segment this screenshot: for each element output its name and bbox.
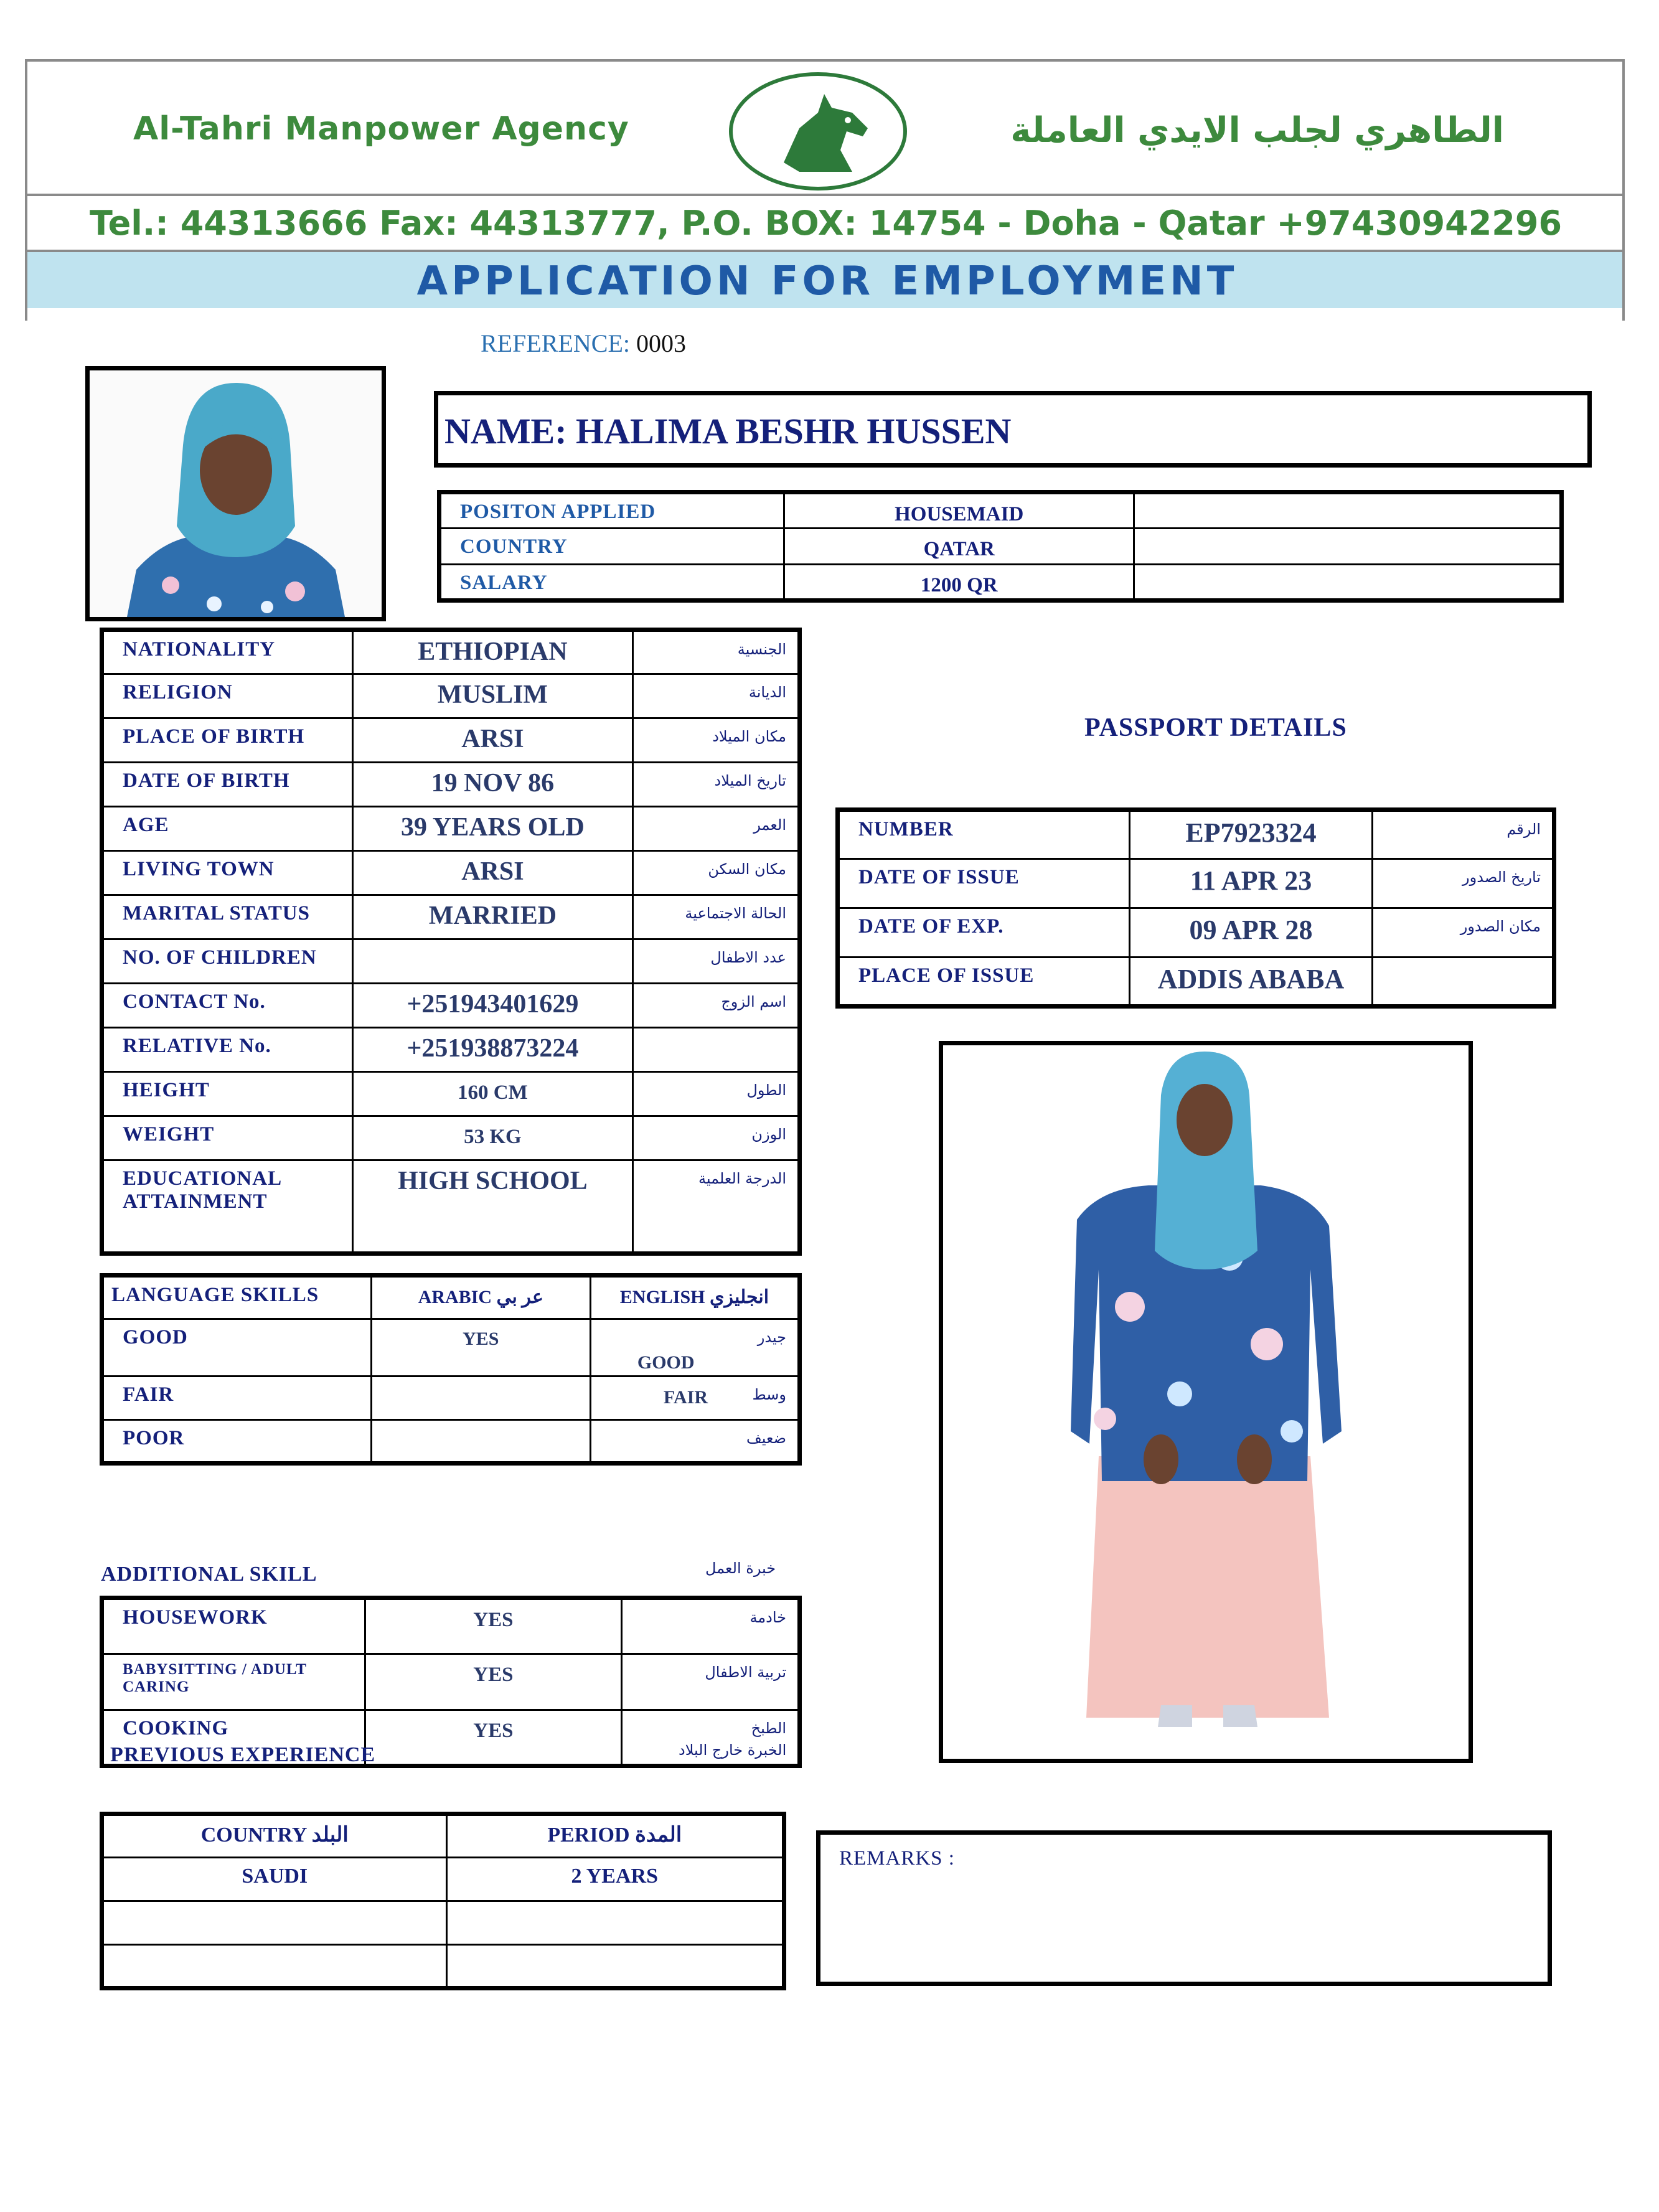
table-header-row	[102, 1814, 784, 1858]
living-town-value: ARSI	[352, 851, 633, 895]
experience-period	[446, 1901, 784, 1945]
table-header-row	[102, 1276, 800, 1319]
table-row	[102, 1654, 800, 1710]
babysitting-value: YES	[365, 1654, 622, 1710]
housework-value: YES	[365, 1598, 622, 1654]
education-label: EDUCATIONAL ATTAINMENT	[102, 1160, 353, 1254]
table-row	[102, 984, 800, 1028]
table-row	[102, 763, 800, 807]
cooking-label-ar: الطبخ	[622, 1710, 800, 1766]
babysitting-label: BABYSITTING / ADULT CARING	[102, 1654, 365, 1710]
issue-date-label-ar: تاريخ الصدور	[1373, 859, 1554, 908]
date-of-birth-label: DATE OF BIRTH	[102, 763, 353, 807]
position-table	[437, 490, 1564, 603]
full-body-image	[943, 1045, 1469, 1759]
contact-bar	[25, 196, 1625, 252]
arabic-poor-value	[371, 1420, 590, 1464]
housework-label: HOUSEWORK	[102, 1598, 365, 1654]
country-value: QATAR	[784, 529, 1134, 565]
fair-label-ar: وسط	[752, 1386, 786, 1403]
housework-label-ar: خادمة	[622, 1598, 800, 1654]
country-label: COUNTRY	[439, 529, 784, 565]
salary-label: SALARY	[439, 565, 784, 601]
expiry-date-label-ar: مكان الصدور	[1373, 908, 1554, 958]
reference-label: REFERENCE	[481, 329, 623, 357]
passport-details-title: PASSPORT DETAILS	[1084, 713, 1347, 742]
banner-bottom-edge	[25, 308, 1625, 321]
height-label: HEIGHT	[102, 1072, 353, 1116]
issue-date-label: DATE OF ISSUE	[838, 859, 1130, 908]
experience-period	[446, 1945, 784, 1988]
children-label: NO. OF CHILDREN	[102, 939, 353, 984]
previous-experience-title-ar: الخبرة خارج البلاد	[679, 1741, 787, 1759]
table-row	[102, 1598, 800, 1654]
relative-value: +251938873224	[352, 1028, 633, 1072]
table-row	[102, 630, 800, 674]
applicant-full-body-photo	[939, 1041, 1473, 1763]
nationality-label: NATIONALITY	[102, 630, 353, 674]
age-label: AGE	[102, 807, 353, 851]
english-fair-cell	[590, 1377, 799, 1420]
table-row	[439, 529, 1562, 565]
position-label: POSITON APPLIED	[439, 492, 784, 529]
experience-country	[102, 1945, 447, 1988]
place-of-birth-label-ar: مكان الميلاد	[633, 718, 800, 763]
living-town-label: LIVING TOWN	[102, 851, 353, 895]
living-town-label-ar: مكان السكن	[633, 851, 800, 895]
table-row	[102, 674, 800, 718]
arabic-fair-value	[371, 1377, 590, 1420]
header-banner	[25, 59, 1625, 321]
table-row	[102, 1377, 800, 1420]
cooking-label: COOKING	[102, 1710, 365, 1766]
applicant-name: NAME: HALIMA BESHR HUSSEN	[444, 411, 1012, 451]
previous-experience-table	[100, 1812, 786, 1990]
empty-cell	[1134, 565, 1562, 601]
passport-number-label: NUMBER	[838, 810, 1130, 859]
table-row	[102, 1072, 800, 1116]
experience-country	[102, 1901, 447, 1945]
place-of-issue-label: PLACE OF ISSUE	[838, 958, 1130, 1007]
date-of-birth-value: 19 NOV 86	[352, 763, 633, 807]
previous-experience-title: PREVIOUS EXPERIENCE	[110, 1743, 376, 1766]
table-row	[102, 1901, 784, 1945]
marital-status-value: MARRIED	[352, 895, 633, 939]
remarks-box	[816, 1830, 1552, 1986]
portrait-image	[90, 370, 382, 617]
place-of-issue-value: ADDIS ABABA	[1129, 958, 1372, 1007]
passport-number-value: EP7923324	[1129, 810, 1372, 859]
table-row	[838, 908, 1554, 958]
additional-skill-title-ar: خبرة العمل	[705, 1560, 776, 1577]
place-of-birth-label: PLACE OF BIRTH	[102, 718, 353, 763]
weight-label-ar: الوزن	[633, 1116, 800, 1160]
height-label-ar: الطول	[633, 1072, 800, 1116]
period-column-header: PERIOD المدة	[446, 1814, 784, 1858]
date-of-birth-label-ar: تاريخ الميلاد	[633, 763, 800, 807]
expiry-date-label: DATE OF EXP.	[838, 908, 1130, 958]
english-good-value: GOOD	[637, 1352, 695, 1373]
personal-details-table	[100, 628, 802, 1256]
education-label-ar: الدرجة العلمية	[633, 1160, 800, 1254]
contact-label-ar: اسم الزوج	[633, 984, 800, 1028]
empty-cell	[1134, 492, 1562, 529]
name-box	[434, 391, 1592, 468]
place-of-issue-label-ar	[1373, 958, 1554, 1007]
marital-status-label: MARITAL STATUS	[102, 895, 353, 939]
contact-value: +251943401629	[352, 984, 633, 1028]
english-column-header: ENGLISH انجليزي	[590, 1276, 799, 1319]
agency-name-en: Al-Tahri Manpower Agency	[133, 110, 629, 148]
place-of-birth-value: ARSI	[352, 718, 633, 763]
language-skills-table	[100, 1273, 802, 1466]
table-row	[102, 1116, 800, 1160]
horse-head-logo-icon	[725, 69, 911, 194]
country-column-header: COUNTRY البلد	[102, 1814, 447, 1858]
religion-label-ar: الديانة	[633, 674, 800, 718]
weight-label: WEIGHT	[102, 1116, 353, 1160]
table-row	[838, 859, 1554, 908]
relative-label-ar	[633, 1028, 800, 1072]
children-label-ar: عدد الاطفال	[633, 939, 800, 984]
table-row	[102, 851, 800, 895]
reference-value: 0003	[636, 329, 687, 357]
table-row	[102, 1945, 784, 1988]
salary-value: 1200 QR	[784, 565, 1134, 601]
poor-label-ar: ضعيف	[590, 1420, 799, 1464]
weight-value: 53 KG	[352, 1116, 633, 1160]
table-row	[102, 807, 800, 851]
issue-date-value: 11 APR 23	[1129, 859, 1372, 908]
expiry-date-value: 09 APR 28	[1129, 908, 1372, 958]
remarks-label: REMARKS :	[839, 1847, 955, 1870]
banner-top	[25, 59, 1625, 196]
poor-label: POOR	[102, 1420, 372, 1464]
good-label: GOOD	[102, 1319, 372, 1377]
height-value: 160 CM	[352, 1072, 633, 1116]
babysitting-label-ar: تربية الاطفال	[622, 1654, 800, 1710]
empty-cell	[1134, 529, 1562, 565]
age-value: 39 YEARS OLD	[352, 807, 633, 851]
english-fair-value: FAIR	[663, 1387, 708, 1408]
table-row	[102, 1160, 800, 1254]
age-label-ar: العمر	[633, 807, 800, 851]
table-row	[439, 492, 1562, 529]
passport-table	[835, 807, 1556, 1009]
reference-line: REFERENCE: 0003	[481, 329, 687, 357]
title-stripe	[25, 252, 1625, 308]
applicant-portrait-photo	[85, 366, 386, 621]
contact-line: Tel.: 44313666 Fax: 44313777, P.O. BOX: 14754 - Doha - Qatar +97430942296	[90, 204, 1563, 243]
experience-country: SAUDI	[102, 1858, 447, 1901]
language-skills-label: LANGUAGE SKILLS	[102, 1276, 372, 1319]
good-label-ar: جيدر	[757, 1329, 786, 1346]
table-row	[102, 718, 800, 763]
experience-period: 2 YEARS	[446, 1858, 784, 1901]
marital-status-label-ar: الحالة الاجتماعية	[633, 895, 800, 939]
passport-number-label-ar: الرقم	[1373, 810, 1554, 859]
additional-skill-title: ADDITIONAL SKILL	[101, 1563, 317, 1586]
table-row	[102, 1028, 800, 1072]
agency-name-ar: الطاهري لجلب الايدي العاملة	[1010, 110, 1504, 151]
table-row	[439, 565, 1562, 601]
table-row	[102, 895, 800, 939]
table-row	[838, 958, 1554, 1007]
relative-label: RELATIVE No.	[102, 1028, 353, 1072]
contact-label: CONTACT No.	[102, 984, 353, 1028]
nationality-value: ETHIOPIAN	[352, 630, 633, 674]
form-title: APPLICATION FOR EMPLOYMENT	[416, 258, 1238, 304]
table-row	[102, 939, 800, 984]
table-row	[102, 1420, 800, 1464]
english-good-cell	[590, 1319, 799, 1377]
table-row	[102, 1858, 784, 1901]
nationality-label-ar: الجنسية	[633, 630, 800, 674]
table-row	[838, 810, 1554, 859]
position-value: HOUSEMAID	[784, 492, 1134, 529]
arabic-good-value: YES	[371, 1319, 590, 1377]
table-row	[102, 1319, 800, 1377]
cooking-value: YES	[365, 1710, 622, 1766]
religion-label: RELIGION	[102, 674, 353, 718]
religion-value: MUSLIM	[352, 674, 633, 718]
arabic-column-header: ARABIC عر بي	[371, 1276, 590, 1319]
children-value	[352, 939, 633, 984]
education-value: HIGH SCHOOL	[352, 1160, 633, 1254]
fair-label: FAIR	[102, 1377, 372, 1420]
